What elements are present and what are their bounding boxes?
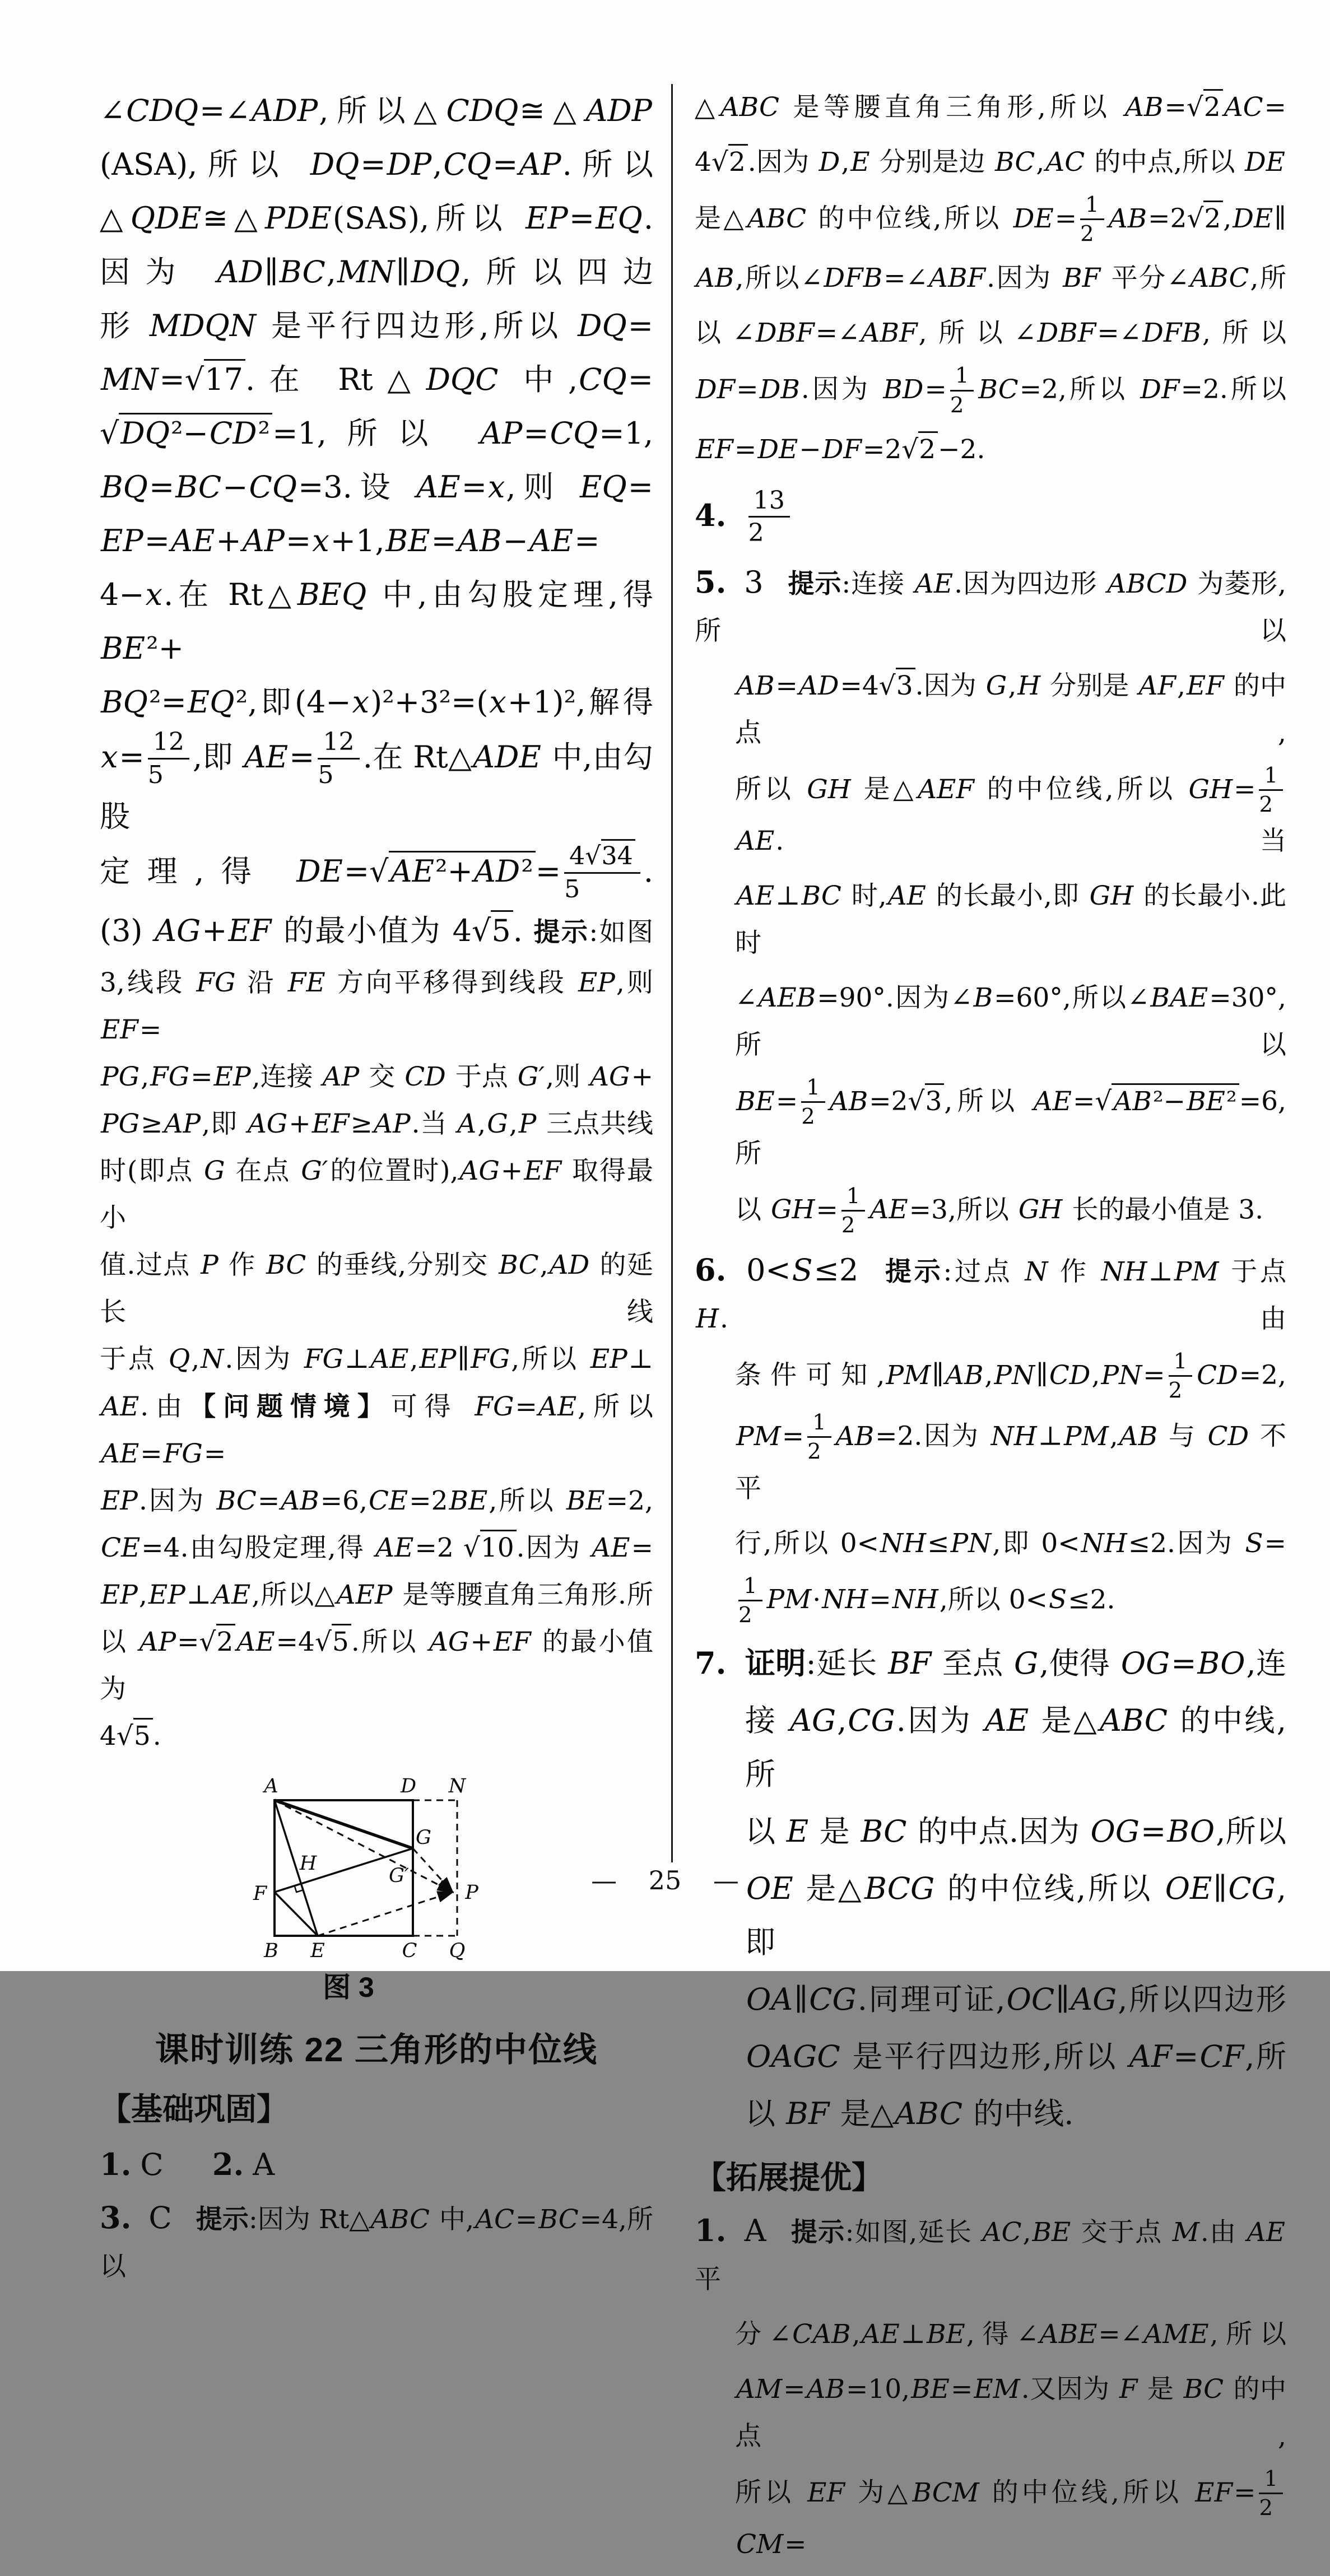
point-label-G: G bbox=[416, 1827, 431, 1850]
right-column bbox=[695, 84, 1286, 2576]
text-line: $\frac{1}{2}$ PM·NH=NH,所以 0<S≤2. bbox=[738, 1573, 1115, 1628]
left-column bbox=[100, 84, 653, 2290]
point-label-F: F bbox=[253, 1883, 267, 1906]
item-hint-text: 提示:过点 N 作 NH⊥PM 于点 H.由 bbox=[696, 1256, 1286, 1334]
text-line: 以 BF 是△ABC 的中线. bbox=[745, 2095, 1074, 2131]
text-line: 3,线段 FG 沿 FE 方向平移得到线段 EP,则 EF= bbox=[100, 967, 653, 1046]
text-line: 以 AP=√2 AE=4√5.所以 AG+EF 的最小值为 bbox=[100, 1619, 653, 1713]
text-line: ∠AEB=90°.因为∠B=60°,所以∠BAE=30°,所以 bbox=[735, 982, 1286, 1061]
text-line: AM=AB=10,BE=EM.又因为 F 是 BC 的中点, bbox=[735, 2373, 1286, 2452]
text-line: 4√5. bbox=[100, 1713, 653, 1760]
item-number: 5. bbox=[695, 563, 727, 600]
advanced-item-1 bbox=[695, 2207, 1286, 2568]
text-line: EF=DE−DF=2√2−2. bbox=[695, 426, 1286, 473]
item-proof-wrapped-lines bbox=[695, 1694, 1286, 2141]
item3-hint-paragraph bbox=[100, 959, 653, 1760]
item-hint-wrapped-lines bbox=[695, 663, 1286, 1238]
point-label-D: D bbox=[400, 1775, 417, 1798]
text-line: 条件可知,PM∥AB,PN∥CD,PN= $\frac{1}{2}$ CD=2, bbox=[735, 1348, 1286, 1404]
point-label-E: E bbox=[310, 1940, 325, 1963]
column-divider bbox=[671, 84, 673, 1862]
item3-answer-text: (3) AG+EF 的最小值为 4√5. bbox=[100, 910, 523, 948]
text-line: PM= $\frac{1}{2}$ AB=2.因为 NH⊥PM,AB 与 CD 不平 bbox=[735, 1410, 1286, 1504]
text-line: AE⊥BC 时,AE 的长最小,即 GH 的长最小.此时 bbox=[735, 881, 1286, 959]
item-answer: 3 bbox=[744, 564, 764, 600]
item-number: 1. bbox=[695, 2212, 727, 2248]
item-number: 3. bbox=[100, 2200, 132, 2236]
text-line: DF=DB.因为 BD= $\frac{1}{2}$ BC=2,所以 DF=2.所以 bbox=[696, 363, 1286, 418]
point-label-G-prime: G′ bbox=[389, 1865, 409, 1888]
item-answer: 0<S≤2 bbox=[746, 1252, 859, 1288]
text-line: OAGC 是平行四边形,所以 AF=CF,所 bbox=[746, 2038, 1286, 2074]
item-answer: $\frac{13}{2}$ bbox=[745, 498, 793, 533]
text-line: 以 GH= $\frac{1}{2}$ AE=3,所以 GH 长的最小值是 3. bbox=[735, 1183, 1264, 1238]
solution-paragraph bbox=[100, 84, 653, 904]
item-hint-wrapped-lines bbox=[695, 1350, 1286, 1628]
point-label-Q: Q bbox=[449, 1940, 466, 1963]
text-line: PG,FG=EP,连接 AP 交 CD 于点 G′,则 AG+ bbox=[101, 1061, 653, 1093]
text-line: x= $\frac{12}{5}$ ,即 AE= $\frac{12}{5}$ .在 Rt△ADE 中,由勾股 bbox=[100, 728, 653, 835]
text-line: √DQ²−CD²=1,所以 AP=CQ=1, bbox=[100, 407, 653, 460]
text-line: 定理,得 DE=√AE²+AD²= $\frac{4√34}{5}$ . bbox=[100, 844, 653, 904]
text-line: BQ²=EQ²,即(4−x)²+3²=(x+1)²,解得 bbox=[101, 684, 653, 720]
item-hint-text: 提示:连接 AE.因为四边形 ABCD 为菱形,所以 bbox=[695, 568, 1286, 646]
figure-caption: 图 3 bbox=[323, 1972, 374, 2004]
text-line: BQ=BC−CQ=3.设 AE=x,则 EQ= bbox=[101, 469, 653, 505]
answer-item-3 bbox=[100, 2194, 653, 2290]
item-hint-text: 提示:因为 Rt△ABC 中,AC=BC=4,所以 bbox=[100, 2204, 653, 2282]
text-line: EP=AE+AP=x+1,BE=AB−AE= bbox=[101, 523, 600, 558]
item-hint-text: 提示:如图,延长 AC,BE 交于点 M.由 AE 平 bbox=[695, 2216, 1285, 2295]
lesson-heading: 课时训练 22 三角形的中位线 bbox=[155, 2031, 598, 2069]
text-line: △QDE≅△PDE(SAS),所以 EP=EQ. bbox=[100, 201, 653, 236]
item-number: 6. bbox=[695, 1251, 727, 1288]
text-line: 所以 GH 是△AEF 的中位线,所以 GH= $\frac{1}{2}$ AE.当 bbox=[735, 762, 1286, 857]
text-line: 4−x.在 Rt△BEQ 中,由勾股定理,得 BE²+ bbox=[100, 577, 653, 666]
text-line: BE= $\frac{1}{2}$ AB=2√3,所以 AE=√AB²−BE²=6,所 bbox=[735, 1075, 1286, 1169]
text-line: △ABC 是等腰直角三角形,所以 AB=√2 AC= bbox=[695, 84, 1286, 131]
text-line: 形 MDQN 是平行四边形,所以 DQ= bbox=[100, 308, 653, 343]
item-number: 4. bbox=[695, 497, 727, 533]
point-label-B: B bbox=[264, 1940, 278, 1963]
segment-EP bbox=[318, 1892, 453, 1936]
text-line: 行,所以 0<NH≤PN,即 0<NH≤2.因为 S= bbox=[735, 1527, 1286, 1559]
text-line: MN=√17.在 Rt△DQC 中,CQ= bbox=[100, 353, 653, 407]
text-line: 时(即点 G 在点 G′的位置时),AG+EF 取得最小 bbox=[100, 1156, 654, 1234]
text-line: EP.因为 BC=AB=6,CE=2BE,所以 BE=2, bbox=[101, 1485, 653, 1517]
text-line: AE.由【问题情境】可得 FG=AE,所以 AE=FG= bbox=[101, 1391, 653, 1470]
text-line: (ASA),所以 DQ=DP,CQ=AP.所以 bbox=[100, 147, 653, 182]
answers-row bbox=[100, 2146, 653, 2183]
item3-hint-start: 提示:如图 bbox=[533, 917, 654, 948]
text-line: CE=4.由勾股定理,得 AE=2 √10.因为 AE= bbox=[100, 1525, 653, 1572]
text-line: AB,所以∠DFB=∠ABF.因为 BF 平分∠ABC,所 bbox=[696, 263, 1286, 294]
item-proof-text: 证明:延长 BF 至点 G,使得 OG=BO,连 bbox=[745, 1645, 1286, 1681]
text-line: 因为 AD∥BC,MN∥DQ,所以四边 bbox=[100, 254, 653, 290]
text-line: 分∠CAB,AE⊥BE,得∠ABE=∠AME,所以 bbox=[735, 2318, 1286, 2350]
point-label-H: H bbox=[299, 1852, 317, 1875]
item3-hint-continuation bbox=[695, 84, 1286, 473]
answer-item-5 bbox=[695, 558, 1286, 1238]
text-line: 于点 Q,N.因为 FG⊥AE,EP∥FG,所以 EP⊥ bbox=[100, 1344, 653, 1375]
text-line: 以 E 是 BC 的中点.因为 OG=BO,所以 bbox=[745, 1813, 1286, 1849]
point-label-N: N bbox=[448, 1775, 466, 1798]
text-line: 4√2.因为 D,E 分别是边 BC,AC 的中点,所以 DE bbox=[695, 139, 1286, 186]
answer-item-4 bbox=[695, 488, 1286, 548]
answer-2-number: 2. bbox=[212, 2146, 244, 2183]
point-label-P: P bbox=[465, 1881, 478, 1904]
text-line: 所以 EF 为△BCM 的中位线,所以 EF= $\frac{1}{2}$ CM= bbox=[735, 2468, 1286, 2568]
text-line: 接 AG,CG.因为 AE 是△ABC 的中线,所 bbox=[745, 1702, 1286, 1792]
item3-answer-line bbox=[100, 904, 653, 959]
text-line: PG≥AP,即 AG+EF≥AP.当 A,G,P 三点共线 bbox=[101, 1108, 653, 1140]
answer-1-value: C bbox=[140, 2147, 164, 2183]
section-basic: 【基础巩固】 bbox=[100, 2091, 288, 2127]
text-line: ∠CDQ=∠ADP,所以△CDQ≅△ADP bbox=[100, 93, 652, 128]
item-answer: C bbox=[148, 2200, 172, 2236]
text-line: OE 是△BCG 的中位线,所以 OE∥CG,即 bbox=[745, 1870, 1286, 1960]
item-answer: A bbox=[744, 2212, 766, 2248]
section-advanced: 【拓展提优】 bbox=[695, 2159, 883, 2195]
item-hint-wrapped-lines bbox=[695, 2311, 1286, 2568]
text-line: 以∠DBF=∠ABF,所以∠DBF=∠DFB,所以 bbox=[695, 318, 1286, 349]
item-number: 7. bbox=[695, 1645, 727, 1681]
answer-1-number: 1. bbox=[100, 2146, 132, 2183]
answer-item-6 bbox=[695, 1246, 1286, 1628]
segment-AG bbox=[275, 1800, 413, 1848]
text-line: AB=AD=4√3.因为 G,H 分别是 AF,EF 的中点, bbox=[735, 663, 1286, 757]
text-line: 是△ABC 的中位线,所以 DE= $\frac{1}{2}$ AB=2√2,DE∥ bbox=[695, 192, 1286, 247]
answer-2-value: A bbox=[253, 2147, 275, 2183]
point-label-C: C bbox=[402, 1940, 417, 1963]
page-number: — 25 — bbox=[591, 1865, 739, 1895]
text-line: OA∥CG.同理可证,OC∥AG,所以四边形 bbox=[746, 1981, 1286, 2017]
point-label-A: A bbox=[264, 1775, 278, 1798]
text-line: EP,EP⊥AE,所以△AEP 是等腰直角三角形.所 bbox=[101, 1580, 653, 1611]
text-line: 值.过点 P 作 BC 的垂线,分别交 BC,AD 的延长线 bbox=[100, 1250, 653, 1328]
